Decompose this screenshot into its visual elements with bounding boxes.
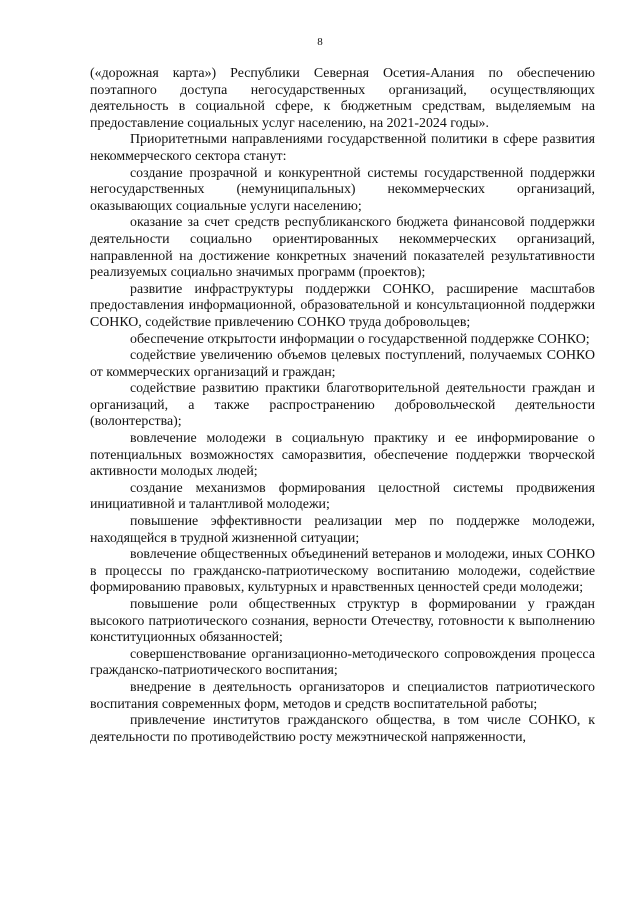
paragraph-roadmap-continuation: («дорожная карта») Республики Северная Осетия-Алания по обеспечению поэтапного доступа негосударственных организаций, осуществляющих деятельность в социальной сфере, к бюджетным средствам, выделяемым на предоставление социальных услуг населению, на 2021-2024 годы». [90,66,595,131]
list-item-priority: обеспечение открытости информации о государственной поддержке СОНКО; [130,331,590,347]
list-item-priority: внедрение в деятельность организаторов и специалистов патриотического воспитания современных форм, методов и средств воспитательной работы; [90,679,595,712]
list-item-priority: повышение роли общественных структур в формировании у граждан высокого патриотического сознания, верности Отечеству, готовности к выполнению конституционных обязанностей; [90,597,595,646]
paragraph-priorities-intro: Приоритетными направлениями государственной политики в сфере развития некоммерческого сектора станут: [90,132,595,164]
list-item-priority: содействие увеличению объемов целевых поступлений, получаемых СОНКО от коммерческих организаций и граждан; [90,348,595,380]
list-item-priority: вовлечение общественных объединений ветеранов и молодежи, иных СОНКО в процессы по гражданско-патриотическому воспитанию молодежи, содействие формированию правовых, культурных и нравственных ценностей среди молодежи; [90,547,595,596]
list-item-priority: совершенствование организационно-методического сопровождения процесса гражданско-патриотического воспитания; [90,646,595,679]
list-item-priority: вовлечение молодежи в социальную практику и ее информирование о потенциальных возможностях саморазвития, обеспечение поддержки творческой активности молодых людей; [90,431,595,480]
list-item-priority: развитие инфраструктуры поддержки СОНКО, расширение масштабов предоставления информационной, образовательной и консультационной поддержки СОНКО, содействие привлечению СОНКО труда добровольцев; [90,281,595,330]
list-item-priority: привлечение институтов гражданского общества, в том числе СОНКО, к деятельности по противодействию росту межэтнической напряженности, [90,713,595,745]
list-item-priority: содействие развитию практики благотворительной деятельности граждан и организаций, а также распространению добровольческой деятельности (волонтерства); [90,381,595,430]
document-body [90,66,595,746]
list-item-priority: оказание за счет средств республиканского бюджета финансовой поддержки деятельности социально ориентированных некоммерческих организаций, направленной на достижение конкретных значений показателей результативности реализуемых социально значимых программ (проектов); [90,215,595,281]
list-item-priority: повышение эффективности реализации мер по поддержке молодежи, находящейся в трудной жизненной ситуации; [90,514,595,546]
page-number: 8 [317,36,323,48]
list-item-priority: создание механизмов формирования целостной системы продвижения инициативной и талантливой молодежи; [90,480,595,513]
list-item-priority: создание прозрачной и конкурентной системы государственной поддержки негосударственных (немуниципальных) некоммерческих организаций, оказывающих социальные услуги населению; [90,165,595,214]
